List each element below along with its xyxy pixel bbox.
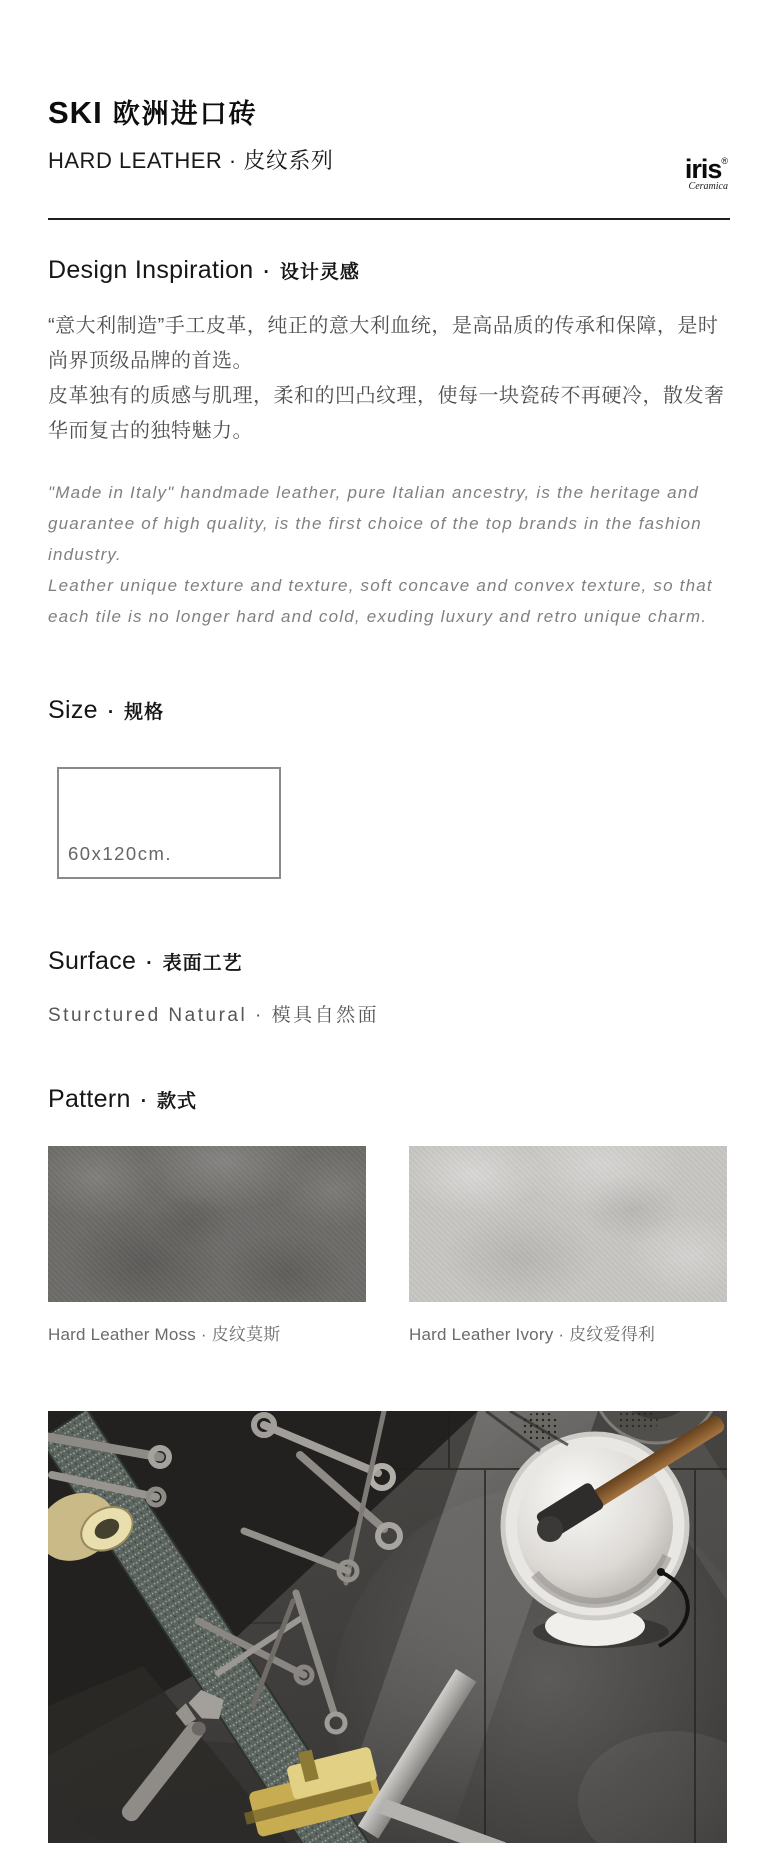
size-heading: Size · 规格 <box>48 696 165 724</box>
surface-value: Sturctured Natural · 模具自然面 <box>48 1005 380 1026</box>
iris-logo-sub: Ceramica <box>688 181 728 192</box>
chinese-description <box>48 309 732 449</box>
size-tile-outline <box>57 767 281 879</box>
pattern-heading: Pattern · 款式 <box>48 1085 198 1113</box>
tools-on-tiles-photo <box>48 1411 727 1843</box>
header <box>48 92 730 220</box>
surface-heading: Surface · 表面工艺 <box>48 947 243 975</box>
heading-separator-dot: · <box>146 953 153 974</box>
english-paragraph-1: "Made in Italy" handmade leather, pure Italian ancestry, is the heritage and guarantee of high quality, is the first choice of the top brands in the fashion industry. <box>48 483 702 564</box>
brand <box>48 92 730 131</box>
hero-photo <box>48 1411 727 1843</box>
section-size <box>48 696 730 879</box>
caption-hard-leather-ivory: Hard Leather Ivory · 皮纹爱得利 <box>409 1325 656 1344</box>
brand-chinese-text: 欧洲进口砖 <box>112 99 258 129</box>
english-paragraph-2: Leather unique texture and texture, soft concave and convex texture, so that each tile is no longer hard and cold, exuding luxury and retro unique charm. <box>48 576 713 626</box>
swatch-hard-leather-ivory <box>409 1146 727 1302</box>
section-pattern <box>48 1085 730 1345</box>
english-description <box>48 477 732 632</box>
iris-logo-word: iris® <box>684 154 728 184</box>
registered-mark: ® <box>721 156 728 166</box>
heading-separator-dot: · <box>263 262 270 283</box>
section-design-inspiration <box>48 256 730 632</box>
brand-logo-text: SKI <box>48 95 103 130</box>
swatch-hard-leather-moss <box>48 1146 366 1302</box>
heading-separator-dot: · <box>107 702 115 723</box>
design-inspiration-heading: Design Inspiration · 设计灵感 <box>48 256 360 284</box>
section-surface <box>48 947 730 1027</box>
pattern-swatches <box>48 1146 730 1302</box>
series-title: HARD LEATHER · 皮纹系列 <box>48 148 334 173</box>
iris-ceramica-logo <box>685 148 728 192</box>
header-divider <box>48 218 730 220</box>
pattern-captions <box>48 1320 730 1345</box>
heading-separator-dot: · <box>140 1091 148 1112</box>
chinese-paragraph-1: “意大利制造”手工皮革，纯正的意大利血统，是高品质的传承和保障，是时尚界顶级品牌的首选。 <box>48 315 719 372</box>
size-value: 60x120cm. <box>68 843 172 864</box>
caption-hard-leather-moss: Hard Leather Moss · 皮纹莫斯 <box>48 1325 281 1344</box>
chinese-paragraph-2: 皮革独有的质感与肌理，柔和的凹凸纹理，使每一块瓷砖不再硬冷，散发奢华而复古的独特魅力。 <box>48 385 725 442</box>
